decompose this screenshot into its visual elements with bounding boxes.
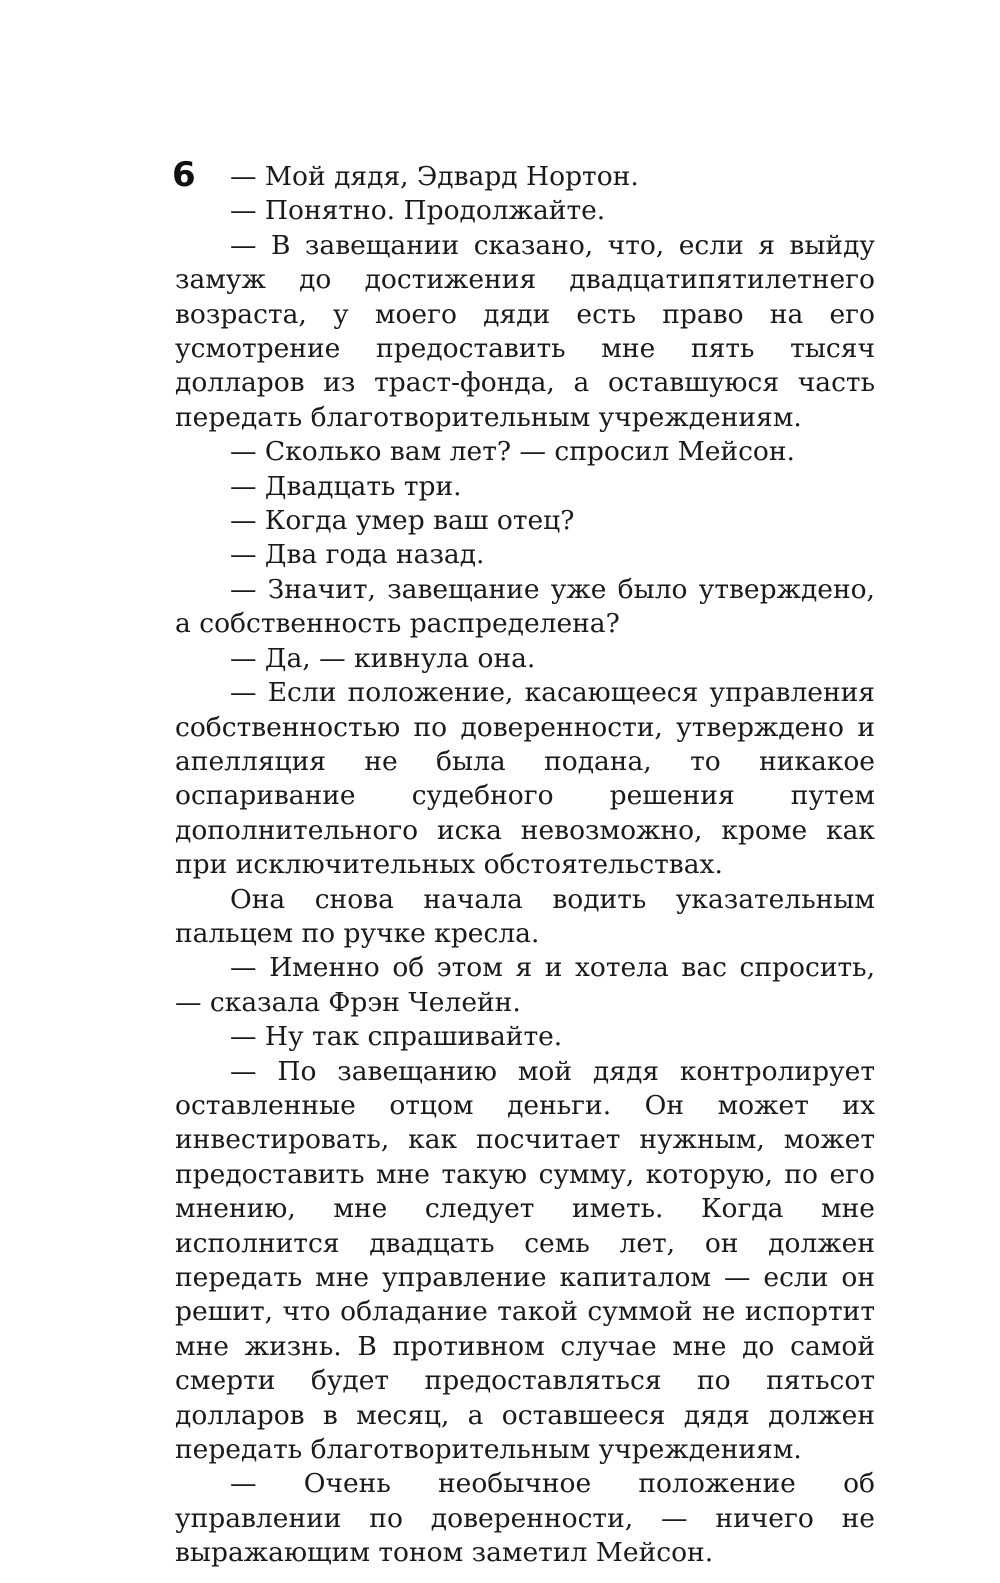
- paragraph: — Очень необычное положение об управлении по доверенности, — ничего не выражающим тоном заметил Мейсон.: [175, 1468, 875, 1569]
- paragraph: — Да, — кивнула она.: [230, 642, 536, 674]
- paragraph: — Сколько вам лет? — спросил Мейсон.: [230, 436, 795, 468]
- paragraph: — Значит, завещание уже было утверждено, а собственность распределена?: [175, 573, 875, 640]
- paragraph: — Ну так спрашивайте.: [230, 1021, 563, 1053]
- paragraph: — Понятно. Продолжайте.: [230, 195, 606, 227]
- paragraph: — Мой дядя, Эдвард Нортон.: [230, 161, 639, 192]
- paragraph: — По завещанию мой дядя контролирует оставленные отцом деньги. Он может их инвестировать, как посчитает нужным, может предоставить мне такую сумму, которую, по его мнению, мне следует иметь. Когда мне исполнится двадцать семь лет, он должен передать мне управление капиталом — если он решит, что обладание такой суммой не испортит мне жизнь. В противном случае мне до самой смерти будет предоставляться по пятьсот долларов в месяц, а оставшееся дядя должен передать благотворительным учреждениям.: [175, 1055, 875, 1466]
- paragraph: — В завещании сказано, что, если я выйду замуж до достижения двадцатипятилетнего возраста, у моего дяди есть право на его усмотрение предоставить мне пять тысяч долларов из траст-фонда, а оставшуюся часть передать благотворительным учреждениям.: [175, 229, 875, 433]
- page-number: 6: [172, 155, 196, 195]
- paragraph: — Если положение, касающееся управления собственностью по доверенности, утверждено и апелляция не была подана, то никакое оспаривание судебного решения путем дополнительного иска невозможно, кроме как при исключительных обстоятельствах.: [175, 677, 875, 881]
- paragraph: — Два года назад.: [230, 539, 485, 571]
- paragraph: — Именно об этом я и хотела вас спросить, — сказала Фрэн Челейн.: [175, 952, 875, 1018]
- body-text: [175, 160, 875, 1571]
- paragraph: — Когда умер ваш отец?: [230, 505, 575, 537]
- paragraph: Она снова начала водить указательным пальцем по ручке кресла.: [175, 883, 875, 949]
- paragraph: — Двадцать три.: [230, 470, 462, 502]
